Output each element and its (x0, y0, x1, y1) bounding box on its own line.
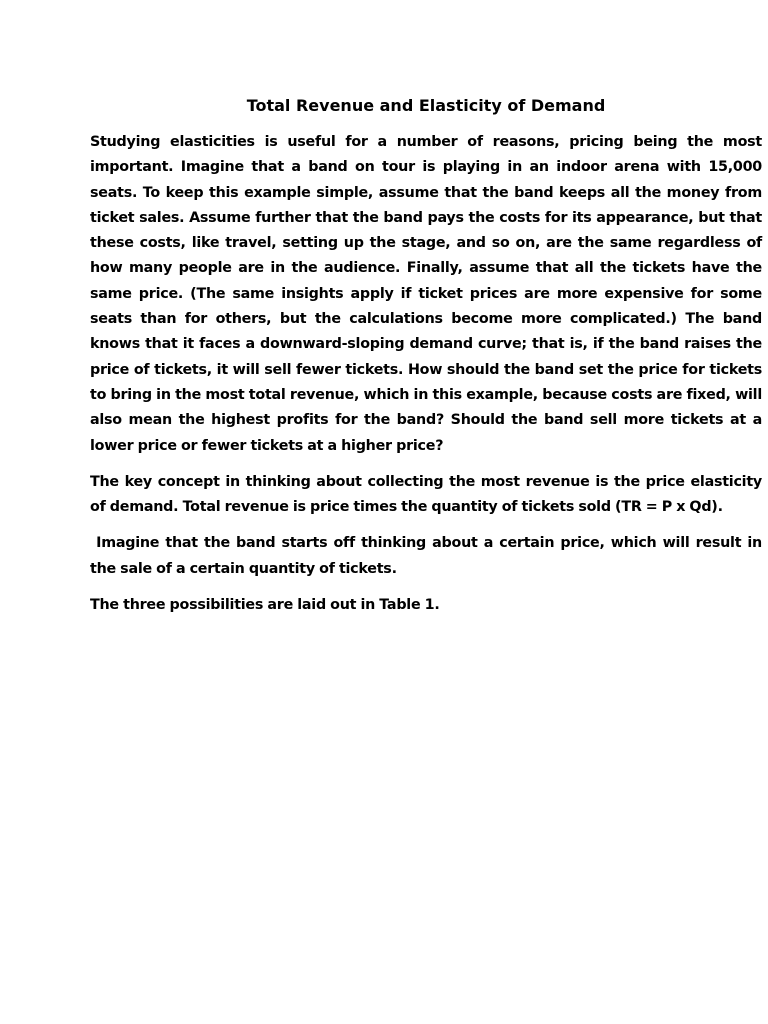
paragraph-key-concept: The key concept in thinking about collecting the most revenue is the price elasticity of demand. Total revenue is price times the quantity of tickets sold (TR = P x Qd). (90, 473, 762, 516)
paragraph-starting-price: Imagine that the band starts off thinking about a certain price, which will result in the sale of a certain quantity of tickets. (90, 535, 767, 577)
document-title: Total Revenue and Elasticity of Demand (246, 96, 606, 115)
paragraph-intro: Studying elasticities is useful for a number of reasons, pricing being the most important. Imagine that a band on tour is playing in an indoor arena with 15,000 seats. To keep this example simple, assume that the band keeps all the money from ticket sales. Assume further that the band pays the costs for its appearance, but that these costs, like travel, setting up the stage, and so on, are the same regardless of how many people are in the audience. Finally, assume that all the tickets have the same price. (The same insights apply if ticket prices are more expensive for some seats than for others, but the calculations become more complicated.) The band knows that it faces a downward-sloping demand curve; that is, if the band raises the price of tickets, it will sell fewer tickets. How should the band set the price for tickets to bring in the most total revenue, which in this example, because costs are fixed, will also mean the highest profits for the band? Should the band sell more tickets at a lower price or fewer tickets at a higher price? (90, 134, 762, 454)
document-page (90, 93, 767, 629)
paragraph-possibilities: The three possibilities are laid out in Table 1. (90, 597, 440, 614)
